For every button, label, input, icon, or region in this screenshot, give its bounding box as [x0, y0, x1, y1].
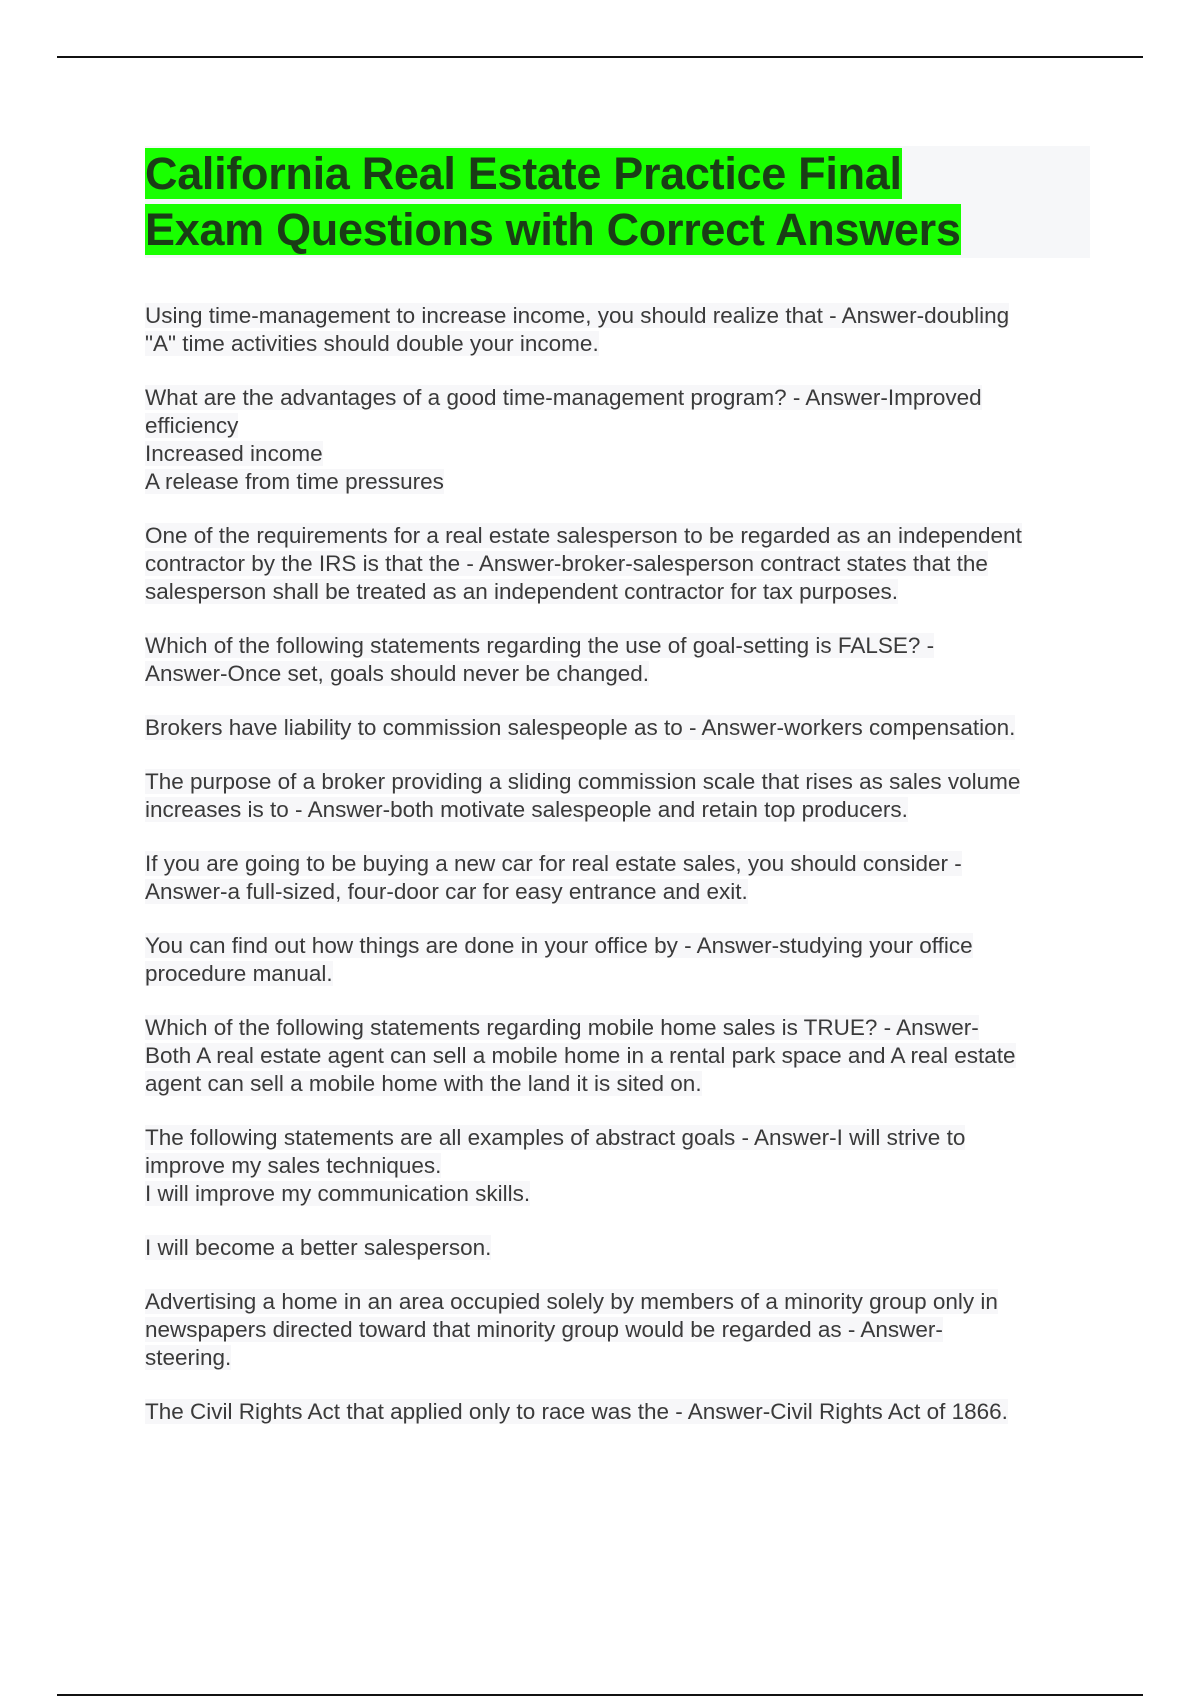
qa-line [145, 1152, 1090, 1180]
qa-line-text: The Civil Rights Act that applied only to race was the - Answer-Civil Rights Act of 1866. [145, 1399, 1008, 1424]
qa-line-text: procedure manual. [145, 961, 333, 986]
qa-item [145, 522, 1090, 606]
qa-line [145, 1316, 1090, 1344]
qa-line-text: contractor by the IRS is that the - Answer-broker-salesperson contract states that the [145, 551, 988, 576]
qa-line [145, 1234, 1090, 1262]
qa-item [145, 850, 1090, 906]
qa-line [145, 522, 1090, 550]
qa-line [145, 468, 1090, 496]
qa-line [145, 330, 1090, 358]
qa-line-text: A release from time pressures [145, 469, 444, 494]
qa-line-text: Increased income [145, 441, 323, 466]
qa-item [145, 932, 1090, 988]
qa-item [145, 1398, 1090, 1426]
qa-line [145, 412, 1090, 440]
qa-line-text: The purpose of a broker providing a sliding commission scale that rises as sales volume [145, 769, 1021, 794]
qa-line [145, 302, 1090, 330]
qa-line-text: If you are going to be buying a new car for real estate sales, you should consider - [145, 851, 962, 876]
qa-line-text: salesperson shall be treated as an independent contractor for tax purposes. [145, 579, 898, 604]
qa-line [145, 1398, 1090, 1426]
qa-line-text: What are the advantages of a good time-management program? - Answer-Improved [145, 385, 982, 410]
qa-line [145, 932, 1090, 960]
qa-item [145, 1288, 1090, 1372]
qa-line-text: agent can sell a mobile home with the land it is sited on. [145, 1071, 702, 1096]
qa-line [145, 878, 1090, 906]
qa-line [145, 714, 1090, 742]
qa-line [145, 1042, 1090, 1070]
qa-line [145, 1070, 1090, 1098]
qa-line-text: I will become a better salesperson. [145, 1235, 492, 1260]
qa-line-text: Advertising a home in an area occupied solely by members of a minority group only in [145, 1289, 998, 1314]
title-line: California Real Estate Practice Final [145, 148, 902, 199]
qa-line [145, 960, 1090, 988]
qa-line [145, 796, 1090, 824]
qa-line [145, 632, 1090, 660]
qa-line [145, 1124, 1090, 1152]
document-title [145, 146, 1090, 258]
qa-line-text: Which of the following statements regarding the use of goal-setting is FALSE? - [145, 633, 935, 658]
qa-list [145, 302, 1090, 1426]
qa-item [145, 1124, 1090, 1208]
qa-line-text: I will improve my communication skills. [145, 1181, 531, 1206]
qa-line [145, 1344, 1090, 1372]
qa-line-text: The following statements are all examples of abstract goals - Answer-I will strive to [145, 1125, 966, 1150]
qa-line [145, 440, 1090, 468]
qa-line-text: steering. [145, 1345, 232, 1370]
qa-line-text: One of the requirements for a real estate salesperson to be regarded as an independent [145, 523, 1022, 548]
bottom-rule [57, 1694, 1143, 1696]
qa-line-text: efficiency [145, 413, 239, 438]
qa-line [145, 768, 1090, 796]
qa-line [145, 550, 1090, 578]
qa-item [145, 302, 1090, 358]
qa-line [145, 850, 1090, 878]
qa-item [145, 1234, 1090, 1262]
qa-line [145, 1288, 1090, 1316]
title-line: Exam Questions with Correct Answers [145, 204, 961, 255]
qa-line-text: increases is to - Answer-both motivate salespeople and retain top producers. [145, 797, 908, 822]
qa-line [145, 1014, 1090, 1042]
qa-line-text: Brokers have liability to commission salespeople as to - Answer-workers compensation. [145, 715, 1016, 740]
title-block [145, 146, 1090, 258]
qa-line-text: improve my sales techniques. [145, 1153, 442, 1178]
qa-line [145, 660, 1090, 688]
qa-line-text: "A" time activities should double your income. [145, 331, 599, 356]
qa-line-text: You can find out how things are done in your office by - Answer-studying your office [145, 933, 973, 958]
qa-item [145, 714, 1090, 742]
qa-line-text: Which of the following statements regarding mobile home sales is TRUE? - Answer- [145, 1015, 979, 1040]
qa-line [145, 384, 1090, 412]
qa-line-text: Answer-a full-sized, four-door car for easy entrance and exit. [145, 879, 748, 904]
top-rule [57, 56, 1143, 58]
qa-item [145, 384, 1090, 496]
qa-line [145, 578, 1090, 606]
qa-item [145, 632, 1090, 688]
document-body [145, 146, 1090, 1452]
qa-line-text: newspapers directed toward that minority group would be regarded as - Answer- [145, 1317, 943, 1342]
qa-item [145, 1014, 1090, 1098]
qa-line-text: Using time-management to increase income, you should realize that - Answer-doubling [145, 303, 1010, 328]
qa-item [145, 768, 1090, 824]
qa-line [145, 1180, 1090, 1208]
qa-line-text: Answer-Once set, goals should never be changed. [145, 661, 650, 686]
qa-line-text: Both A real estate agent can sell a mobile home in a rental park space and A real estate [145, 1043, 1016, 1068]
